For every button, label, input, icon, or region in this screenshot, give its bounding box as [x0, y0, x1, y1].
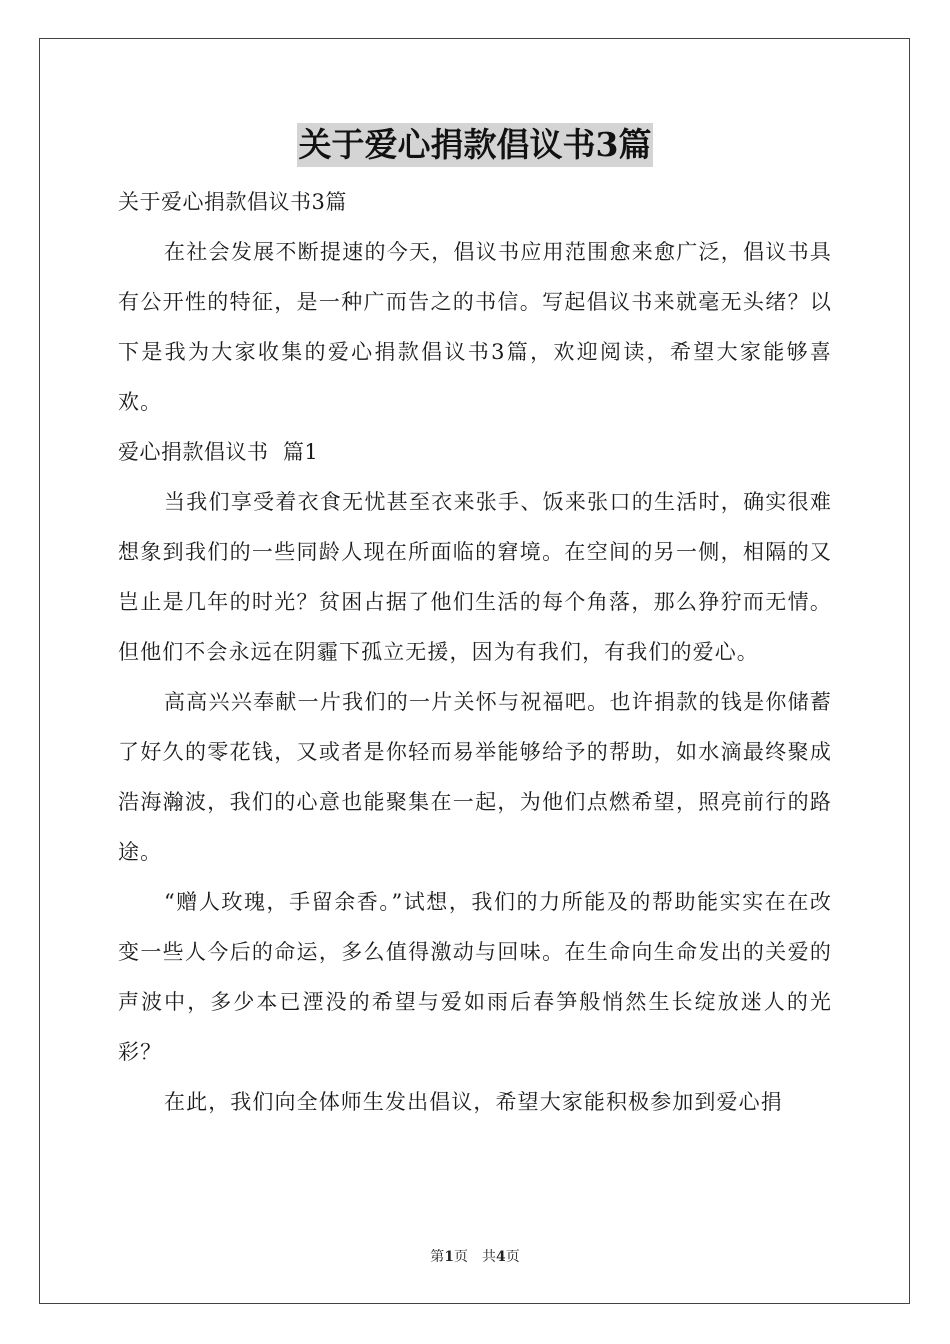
document-body [118, 177, 832, 1127]
title-container [0, 123, 950, 167]
document-subtitle: 关于爱心捐款倡议书3篇 [118, 190, 347, 214]
page-footer [0, 1247, 950, 1267]
total-pages: 4 [496, 1249, 506, 1265]
page-suffix: 页 [454, 1249, 468, 1265]
intro-paragraph: 在社会发展不断提速的今天，倡议书应用范围愈来愈广泛，倡议书具有公开性的特征，是一种广而告之的书信。写起倡议书来就毫无头绪？以下是我为大家收集的爱心捐款倡议书3篇，欢迎阅读，希望大家能够喜欢。 [118, 240, 832, 414]
body-paragraph-4: 在此，我们向全体师生发出倡议，希望大家能积极参加到爱心捐 [164, 1090, 783, 1114]
body-paragraph-3: “赠人玫瑰，手留余香。”试想，我们的力所能及的帮助能实实在在改变一些人今后的命运，多么值得激动与回味。在生命向生命发出的关爱的声波中，多少本已湮没的希望与爱如雨后春笋般悄然生长绽放迷人的光彩？ [118, 890, 832, 1064]
body-paragraph-2: 高高兴兴奉献一片我们的一片关怀与祝福吧。也许捐款的钱是你储蓄了好久的零花钱，又或者是你轻而易举能够给予的帮助，如水滴最终聚成浩海瀚波，我们的心意也能聚集在一起，为他们点燃希望，照亮前行的路途。 [118, 690, 832, 864]
document-title: 关于爱心捐款倡议书3篇 [297, 123, 654, 167]
body-paragraph-1: 当我们享受着衣食无忧甚至衣来张手、饭来张口的生活时，确实很难想象到我们的一些同龄人现在所面临的窘境。在空间的另一侧，相隔的又岂止是几年的时光？贫困占据了他们生活的每个角落，那么狰狞而无情。但他们不会永远在阴霾下孤立无援，因为有我们，有我们的爱心。 [118, 490, 832, 664]
section-heading: 爱心捐款倡议书 篇1 [118, 440, 319, 464]
total-suffix: 页 [505, 1249, 520, 1265]
page-number: 1 [444, 1249, 454, 1265]
page-prefix: 第 [430, 1249, 445, 1265]
total-prefix: 共 [482, 1249, 496, 1265]
